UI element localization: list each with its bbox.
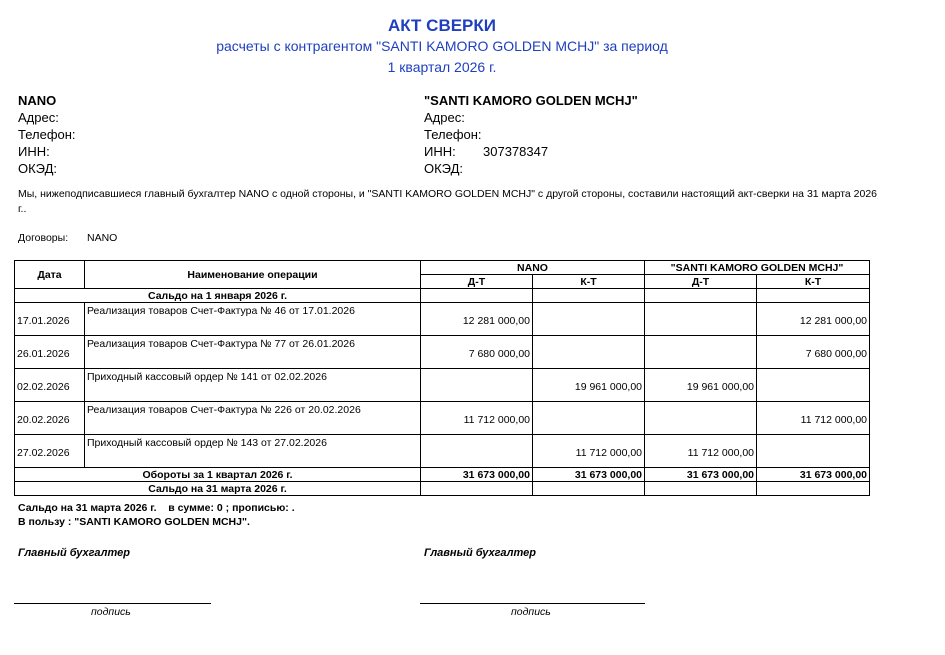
- row-c2: 11 712 000,00: [757, 402, 870, 435]
- row-operation: Реализация товаров Счет-Фактура № 226 от 20.02.2026: [85, 402, 421, 435]
- turnover-c2: 31 673 000,00: [757, 468, 870, 482]
- closing-balance-label: Сальдо на 31 марта 2026 г.: [15, 482, 421, 496]
- row-c2: [757, 369, 870, 402]
- row-operation: Реализация товаров Счет-Фактура № 46 от 17.01.2026: [85, 303, 421, 336]
- row-c1: 11 712 000,00: [533, 435, 645, 468]
- opening-c2: [757, 289, 870, 303]
- row-operation: Приходный кассовый ордер № 141 от 02.02.2026: [85, 369, 421, 402]
- row-date: 02.02.2026: [15, 369, 85, 402]
- table-row: [15, 303, 870, 336]
- col-header-debit: Д-Т: [421, 275, 533, 289]
- left-address-label: Адрес:: [18, 110, 59, 125]
- row-c1: [533, 303, 645, 336]
- col-header-credit: К-Т: [533, 275, 645, 289]
- turnover-label: Обороты за 1 квартал 2026 г.: [15, 468, 421, 482]
- col-header-credit: К-Т: [757, 275, 870, 289]
- row-d1: [421, 435, 533, 468]
- reconciliation-table: [14, 260, 870, 496]
- left-signature-line: [14, 603, 211, 604]
- col-header-date: Дата: [15, 261, 85, 289]
- col-header-party1: NANO: [421, 261, 645, 275]
- row-d1: 12 281 000,00: [421, 303, 533, 336]
- act-title: АКТ СВЕРКИ: [387, 16, 496, 35]
- left-phone-label: Телефон:: [18, 127, 76, 142]
- col-header-debit: Д-Т: [645, 275, 757, 289]
- row-c2: 7 680 000,00: [757, 336, 870, 369]
- turnover-d2: 31 673 000,00: [645, 468, 757, 482]
- left-inn-label: ИНН:: [18, 144, 50, 159]
- right-party-name: "SANTI KAMORO GOLDEN MCHJ": [424, 93, 638, 108]
- right-signature-caption: подпись: [511, 606, 551, 618]
- left-signatory-title: Главный бухгалтер: [18, 547, 130, 559]
- row-d2: 19 961 000,00: [645, 369, 757, 402]
- row-d1: [421, 369, 533, 402]
- row-c2: 12 281 000,00: [757, 303, 870, 336]
- act-subtitle: расчеты с контрагентом "SANTI KAMORO GOLDEN MCHJ" за период: [216, 38, 668, 54]
- row-d1: 7 680 000,00: [421, 336, 533, 369]
- right-address-label: Адрес:: [424, 110, 465, 125]
- table-row: [15, 402, 870, 435]
- right-okved-label: ОКЭД:: [424, 161, 464, 176]
- right-phone-label: Телефон:: [424, 127, 482, 142]
- closing-c2: [757, 482, 870, 496]
- opening-c1: [533, 289, 645, 303]
- closing-saldo-line: Сальдо на 31 марта 2026 г. в сумме: 0 ; прописью: .: [18, 502, 295, 514]
- turnover-c1: 31 673 000,00: [533, 468, 645, 482]
- opening-d2: [645, 289, 757, 303]
- contracts-value: NANO: [87, 232, 118, 244]
- table-row: [15, 435, 870, 468]
- opening-balance-label: Сальдо на 1 января 2026 г.: [15, 289, 421, 303]
- row-operation: Реализация товаров Счет-Фактура № 77 от 26.01.2026: [85, 336, 421, 369]
- row-date: 20.02.2026: [15, 402, 85, 435]
- intro-paragraph: Мы, нижеподписавшиеся главный бухгалтер NANO с одной стороны, и "SANTI KAMORO GOLDEN MCHJ" с другой стороны, составили настоящий акт-сверки на 31 марта 2026 г..: [18, 188, 878, 215]
- left-party-name: NANO: [18, 93, 57, 108]
- row-c1: [533, 402, 645, 435]
- row-c1: 19 961 000,00: [533, 369, 645, 402]
- row-d2: [645, 336, 757, 369]
- opening-d1: [421, 289, 533, 303]
- contracts-label: Договоры:: [18, 232, 69, 244]
- col-header-party2: "SANTI KAMORO GOLDEN MCHJ": [645, 261, 870, 275]
- act-period: 1 квартал 2026 г.: [387, 59, 497, 75]
- row-date: 27.02.2026: [15, 435, 85, 468]
- right-inn-value: 307378347: [483, 144, 549, 159]
- closing-c1: [533, 482, 645, 496]
- row-operation: Приходный кассовый ордер № 143 от 27.02.2026: [85, 435, 421, 468]
- row-d2: [645, 402, 757, 435]
- row-date: 26.01.2026: [15, 336, 85, 369]
- table-row: [15, 336, 870, 369]
- row-d1: 11 712 000,00: [421, 402, 533, 435]
- in-favor-line: В пользу : "SANTI KAMORO GOLDEN MCHJ".: [18, 516, 250, 528]
- right-inn-label: ИНН:: [424, 144, 456, 159]
- row-d2: 11 712 000,00: [645, 435, 757, 468]
- row-c1: [533, 336, 645, 369]
- table-row: [15, 369, 870, 402]
- closing-d1: [421, 482, 533, 496]
- right-signature-line: [420, 603, 645, 604]
- col-header-operation: Наименование операции: [85, 261, 421, 289]
- left-signature-caption: подпись: [91, 606, 131, 618]
- row-d2: [645, 303, 757, 336]
- row-c2: [757, 435, 870, 468]
- turnover-d1: 31 673 000,00: [421, 468, 533, 482]
- right-signatory-title: Главный бухгалтер: [424, 547, 536, 559]
- closing-d2: [645, 482, 757, 496]
- left-okved-label: ОКЭД:: [18, 161, 58, 176]
- row-date: 17.01.2026: [15, 303, 85, 336]
